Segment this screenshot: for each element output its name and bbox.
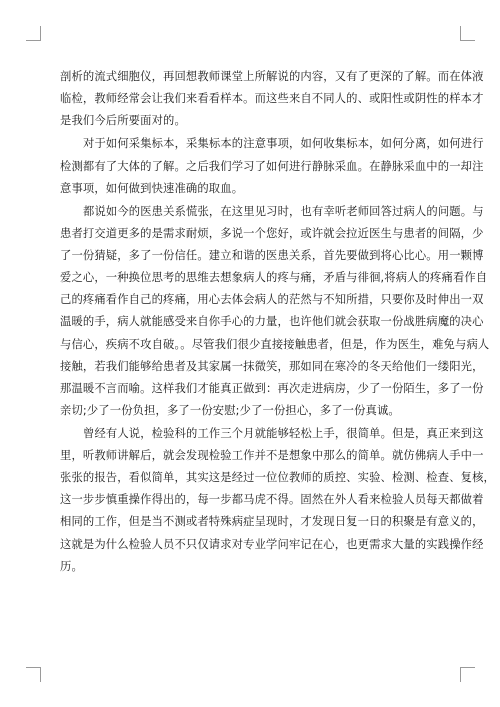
text-line: 曾经有人说，检验科的工作三个月就能够轻松上手，很简单。但是，真正来到这 [83,427,484,441]
text-line: 了一份猜疑，多了一份信任。建立和谐的医患关系，首先要做到将心比心。用一颗博 [60,249,484,263]
document-body [60,66,495,579]
text-line: 里，听教师讲解后，就会发现检验工作并不是想象中那么的简单。就仿佛病人手中一 [60,449,484,463]
crop-mark-top-right [460,26,475,41]
text-line: 都说如今的医患关系慌张，在这里见习时，也有幸听老师回答过病人的问题。与 [83,204,484,218]
text-line: 相同的工作，但是当不测或者特殊病症呈现时，才发现日复一日的积聚是有意义的， [60,515,484,529]
text-line: 这就是为什么检验人员不只仅请求对专业学问牢记在心，也更需求大量的实践操作经 [60,537,484,551]
text-line: 亲切;少了一份负担，多了一份安慰;少了一份担心，多了一份真诚。 [60,403,400,417]
text-line: 这一步步慎重操作得出的，每一步都马虎不得。固然在外人看来检验人员每天都做着 [60,493,484,507]
text-line: 检测都有了大体的了解。之后我们学习了如何进行静脉采血。在静脉采血中的一却注 [60,159,484,173]
text-line: 那温暖不言而喻。这样我们才能真正做到：再次走进病房，少了一份陌生，多了一份 [60,381,484,395]
paragraph-2 [60,133,484,199]
text-line: 临检，教师经常会让我们来看看样本。而这些来自不同人的、或阳性或阴性的样本才 [60,92,484,106]
paragraph-1 [60,66,484,132]
text-line: 历。 [60,559,83,573]
text-line: 意事项，如何做到快速准确的取血。 [60,181,244,195]
crop-mark-bottom-left [26,667,41,682]
text-line: 张张的报告，看似简单，其实这是经过一位位教师的质控、实验、检测、检查、复核， [60,471,495,485]
text-line: 是我们今后所要面对的。 [60,114,186,128]
text-line: 与信心，疾病不攻自破。。尽管我们很少直接接触患者，但是，作为医生，难免与病人 [60,337,490,351]
text-line: 己的疼痛看作自己的疼痛，用心去体会病人的茫然与不知所措，只要你及时伸出一双 [60,293,484,307]
text-line: 爱之心，一种换位思考的思维去想象病人的疼与痛，矛盾与徘徊,将病人的疼痛看作自 [60,271,488,285]
text-line: 剖析的流式细胞仪，再回想教师课堂上所解说的内容，又有了更深的了解。而在体液 [60,70,484,83]
text-line: 患者打交道更多的是需求耐烦，多说一个您好，或许就会拉近医生与患者的间隔，少 [60,227,484,241]
text-line: 温暖的手，病人就能感受来自你手心的力量，也许他们就会获取一份战胜病魔的决心 [60,315,484,329]
text-line: 接触，若我们能够给患者及其家属一抹微笑，那如同在寒冷的冬天给他们一缕阳光， [60,359,484,373]
paragraph-3 [60,201,490,422]
text-line: 对于如何采集标本，采集标本的注意事项，如何收集标本，如何分离，如何进行 [83,137,484,151]
crop-mark-bottom-right [460,667,475,682]
paragraph-4 [60,423,495,578]
crop-mark-top-left [26,26,41,41]
